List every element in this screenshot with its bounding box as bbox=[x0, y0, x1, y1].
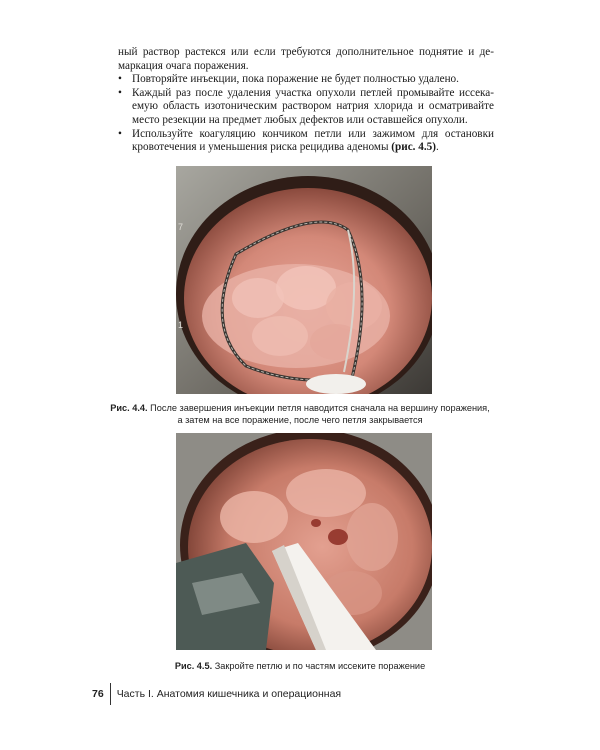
caption-text: После завершения инъекции петля наводится сначала на вершину поражения, bbox=[150, 403, 490, 413]
paragraph-line: маркация очага поражения. bbox=[118, 59, 249, 72]
figure-4-4-endoscopic-photo bbox=[176, 166, 432, 394]
figure-4-5-endoscopic-photo bbox=[176, 433, 432, 650]
overlay-mark: 7 bbox=[178, 222, 184, 232]
endoscopic-image bbox=[176, 166, 432, 394]
bullet-text: Повторяйте инъекции, пока поражение не будет полностью удалено. bbox=[132, 73, 459, 86]
running-title: Часть I. Анатомия кишечника и операционная bbox=[116, 688, 342, 700]
caption-line bbox=[0, 402, 600, 414]
overlay-mark: 1 bbox=[178, 320, 184, 330]
figure-4-5-caption bbox=[0, 660, 600, 672]
bullet-marker: • bbox=[118, 127, 122, 140]
bullet-marker: • bbox=[118, 86, 122, 99]
bullet-text-tail: . bbox=[435, 141, 439, 154]
bullet-text: Каждый раз после удаления участка опухоли петлей промывайте иссека- bbox=[132, 86, 494, 99]
page-footer bbox=[92, 683, 341, 705]
bullet-text-line bbox=[118, 141, 494, 155]
caption-label: Рис. 4.5. bbox=[174, 661, 213, 671]
bullet-item bbox=[118, 73, 494, 87]
caption-text: Закройте петлю и по частям иссеките поражение bbox=[214, 661, 426, 671]
bullet-text: место резекции на предмет любых дефектов или оставшейся опухоли. bbox=[132, 113, 468, 126]
caption-label: Рис. 4.4. bbox=[110, 403, 148, 413]
bullet-item bbox=[118, 87, 494, 128]
page-number: 76 bbox=[92, 688, 104, 700]
bullet-item bbox=[118, 128, 494, 155]
bullet-marker: • bbox=[118, 73, 122, 86]
figure-reference: (рис. 4.5) bbox=[391, 141, 436, 154]
bullet-text: емую область изотоническим раствором натрия хлорида и осматривайте bbox=[132, 100, 494, 113]
footer-divider bbox=[110, 683, 111, 705]
bullet-text: Используйте коагуляцию кончиком петли или зажимом для остановки bbox=[132, 127, 494, 140]
endoscopic-image bbox=[176, 433, 432, 650]
caption-text: а затем на все поражение, после чего петля закрывается bbox=[177, 415, 423, 425]
body-text-block bbox=[118, 46, 494, 155]
caption-line bbox=[0, 660, 600, 672]
figure-4-4-caption bbox=[0, 402, 600, 426]
paragraph-line: ный раствор растекся или если требуются дополнительное поднятие и де- bbox=[118, 46, 494, 58]
bullet-text: кровотечения и уменьшения риска рецидива аденомы bbox=[132, 141, 389, 154]
